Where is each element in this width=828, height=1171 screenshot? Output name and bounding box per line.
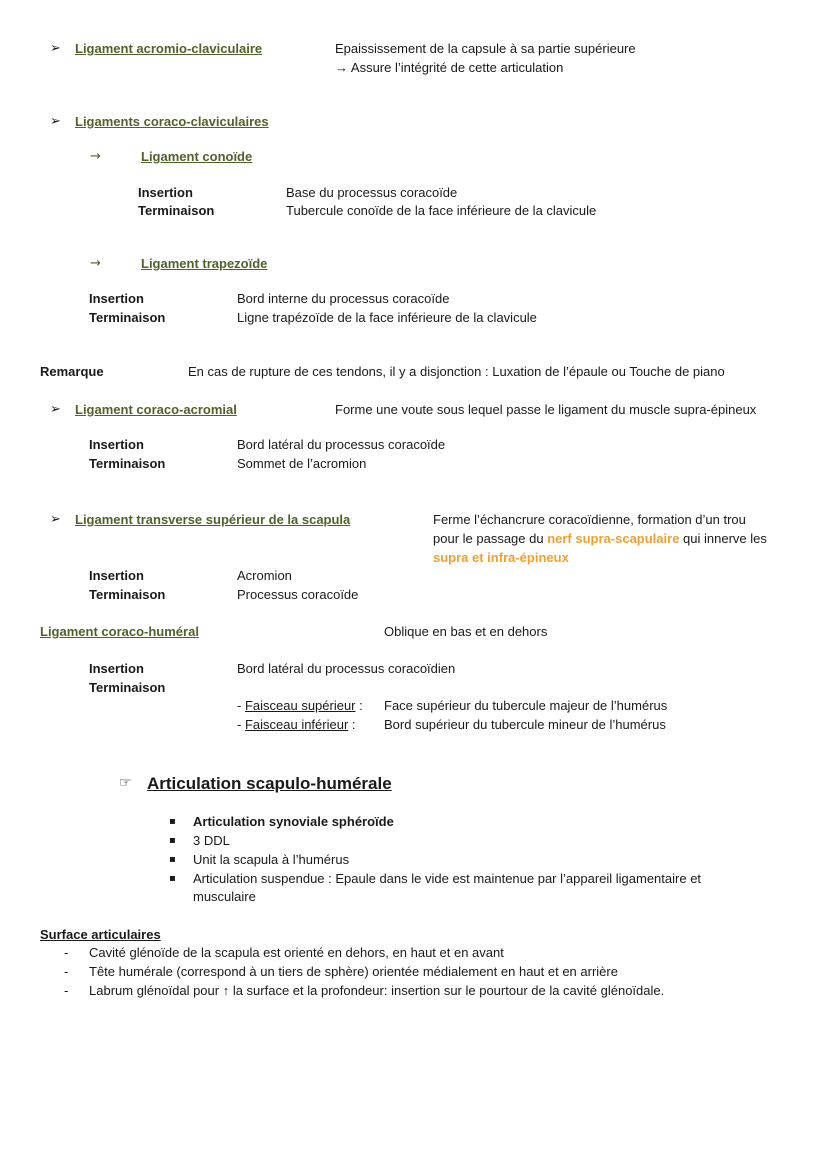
transverse-desc-2-pre: pour le passage du [433, 531, 548, 546]
surface-item: Tête humérale (correspond à un tiers de sphère) orientée médialement en haut et en arrière [89, 964, 618, 979]
remarque-label: Remarque [40, 364, 104, 379]
conoide-insertion-label: Insertion [138, 185, 193, 200]
trapezoide-insertion-value: Bord interne du processus coracoïde [237, 291, 450, 306]
acromio-desc-1: Epaississement de la capsule à sa partie supérieure [335, 41, 636, 56]
coraco-hum-title: Ligament coraco-huméral [40, 624, 199, 639]
trapezoide-terminaison-value: Ligne trapézoïde de la face inférieure de la clavicule [237, 310, 537, 325]
dash-bullet: - [64, 945, 69, 960]
faisceau-superieur-value: Face supérieur du tubercule majeur de l’humérus [384, 698, 668, 713]
coraco-acro-desc: Forme une voute sous lequel passe le ligament du muscle supra-épineux [335, 402, 757, 417]
surface-title: Surface articulaires [40, 927, 161, 942]
articulation-title: Articulation scapulo-humérale [147, 774, 392, 793]
coraco-acro-terminaison-label: Terminaison [89, 456, 166, 471]
coraco-acro-title: Ligament coraco-acromial [75, 402, 237, 417]
transverse-title: Ligament transverse supérieur de la scapula [75, 512, 351, 527]
articulation-item: Articulation synoviale sphéroïde [193, 814, 394, 829]
nerf-highlight: nerf supra-scapulaire [547, 531, 680, 546]
trapezoide-insertion-label: Insertion [89, 291, 144, 306]
right-arrow-icon: → [90, 256, 101, 271]
trapezoide-title: Ligament trapezoïde [141, 256, 268, 271]
square-bullet-icon: ▪ [169, 816, 176, 827]
arrow-bullet-icon: ➢ [50, 512, 61, 527]
square-bullet-icon: ▪ [169, 854, 176, 865]
articulation-item: Unit la scapula à l’humérus [193, 852, 350, 867]
arrow-bullet-icon: ➢ [50, 41, 61, 56]
trapezoide-terminaison-label: Terminaison [89, 310, 166, 325]
coraco-hum-terminaison-label: Terminaison [89, 680, 166, 695]
conoide-title: Ligament conoïde [141, 149, 253, 164]
coraco-hum-insertion-label: Insertion [89, 661, 144, 676]
transverse-desc-3: supra et infra-épineux [433, 550, 569, 565]
acromio-desc-2: → Assure l’intégrité de cette articulation [335, 60, 564, 75]
remarque-text: En cas de rupture de ces tendons, il y a disjonction : Luxation de l’épaule ou Touche de piano [188, 364, 725, 379]
conoide-insertion-value: Base du processus coracoïde [286, 185, 458, 200]
dash-bullet: - [64, 964, 69, 979]
coraco-hum-insertion-value: Bord latéral du processus coracoïdien [237, 661, 456, 676]
arrow-bullet-icon: ➢ [50, 114, 61, 129]
transverse-desc-1: Ferme l’échancrure coracoïdienne, formation d’un trou [433, 512, 746, 527]
coraco-clav-title: Ligaments coraco-claviculaires [75, 114, 269, 129]
right-arrow-icon: → [90, 149, 101, 164]
coraco-acro-insertion-value: Bord latéral du processus coracoïde [237, 437, 446, 452]
pointing-hand-icon: ☞ [119, 775, 132, 791]
transverse-terminaison-label: Terminaison [89, 587, 166, 602]
transverse-terminaison-value: Processus coracoïde [237, 587, 359, 602]
faisceau-inferieur-value: Bord supérieur du tubercule mineur de l’humérus [384, 717, 666, 732]
surface-item: Labrum glénoïdal pour ↑ la surface et la profondeur: insertion sur le pourtour de la cavité glénoïdale. [89, 983, 665, 998]
dash-bullet: - [64, 983, 69, 998]
conoide-terminaison-label: Terminaison [138, 203, 215, 218]
coraco-hum-desc: Oblique en bas et en dehors [384, 624, 548, 639]
square-bullet-icon: ▪ [169, 873, 176, 884]
arrow-bullet-icon: ➢ [50, 402, 61, 417]
faisceau-superieur: - Faisceau supérieur : [237, 698, 363, 713]
articulation-item-continued: musculaire [193, 889, 256, 904]
coraco-acro-insertion-label: Insertion [89, 437, 144, 452]
faisceau-inferieur: - Faisceau inférieur : [237, 717, 356, 732]
transverse-insertion-value: Acromion [237, 568, 292, 583]
conoide-terminaison-value: Tubercule conoïde de la face inférieure de la clavicule [286, 203, 597, 218]
articulation-item: Articulation suspendue : Epaule dans le vide est maintenue par l’appareil ligamentaire et [193, 871, 702, 886]
transverse-desc-2 [433, 530, 767, 548]
coraco-acro-terminaison-value: Sommet de l’acromion [237, 456, 367, 471]
acromio-title: Ligament acromio-claviculaire [75, 41, 263, 56]
surface-item: Cavité glénoïde de la scapula est orienté en dehors, en haut et en avant [89, 945, 504, 960]
articulation-item: 3 DDL [193, 833, 230, 848]
transverse-insertion-label: Insertion [89, 568, 144, 583]
square-bullet-icon: ▪ [169, 835, 176, 846]
transverse-desc-2-post: qui innerve les [679, 531, 767, 546]
